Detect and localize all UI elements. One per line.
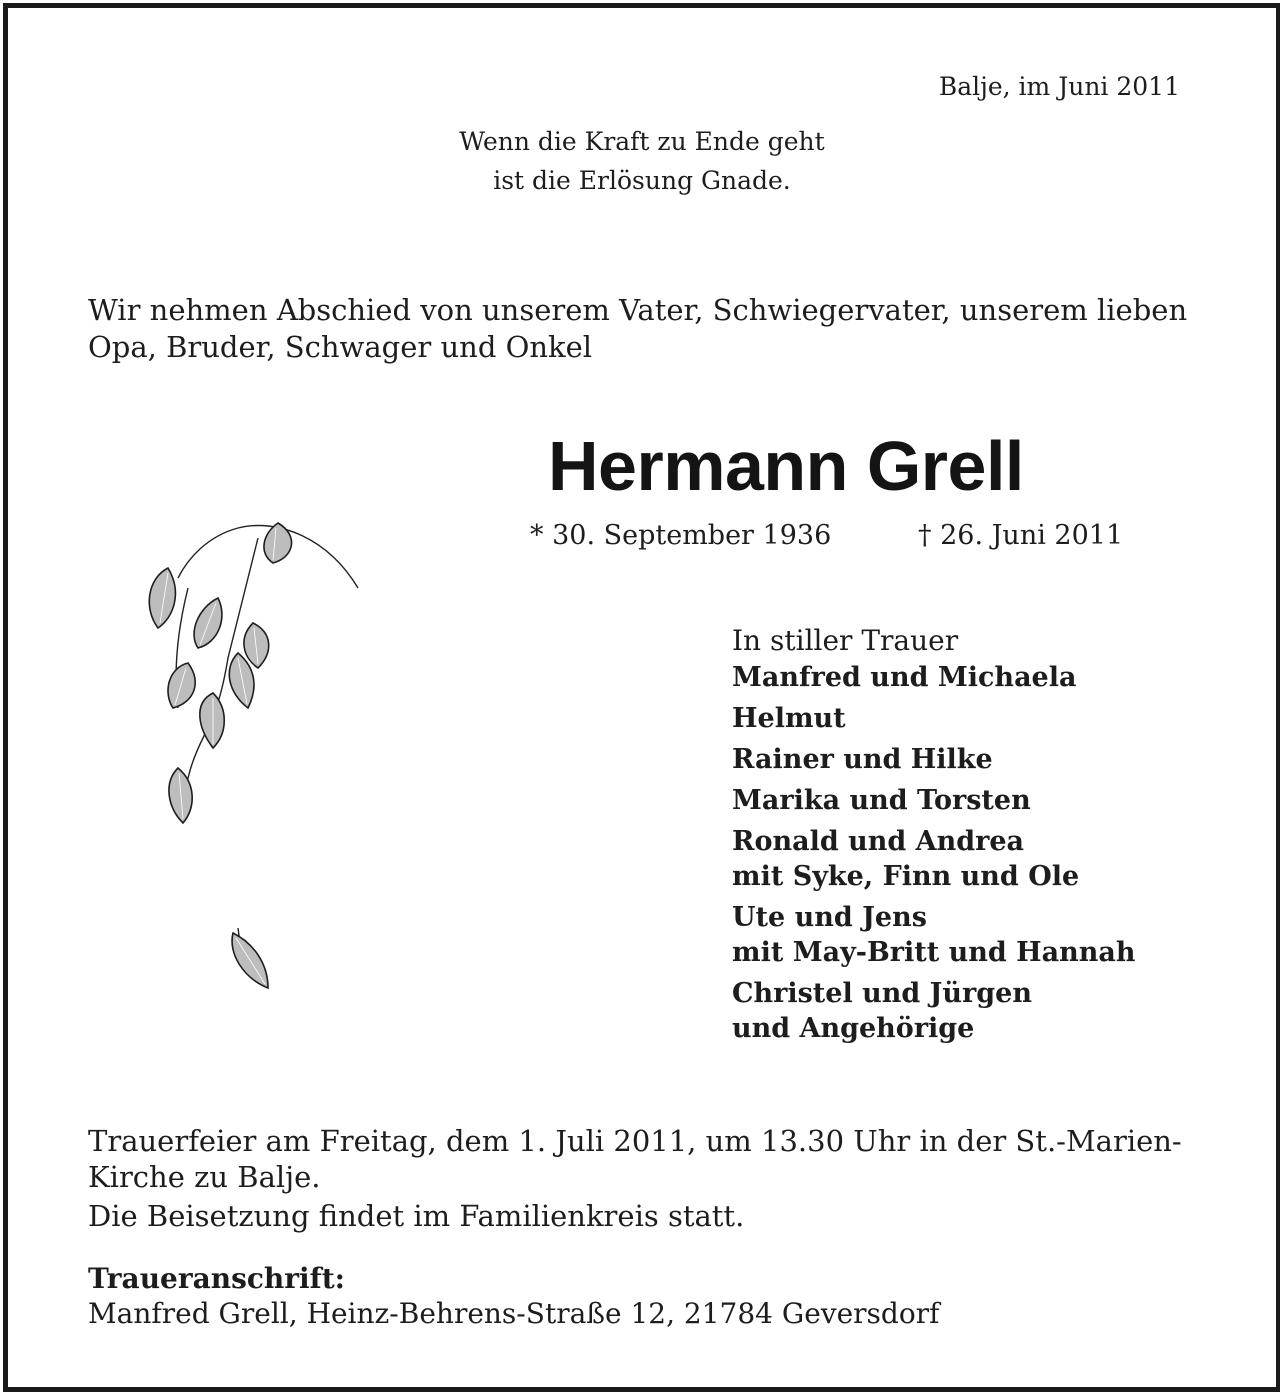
mourner-line: Helmut bbox=[732, 703, 846, 734]
death-date: † 26. Juni 2011 bbox=[918, 520, 1124, 551]
address-value: Manfred Grell, Heinz-Behrens-Straße 12, 21784 Geversdorf bbox=[88, 1297, 940, 1330]
intro-line: Wir nehmen Abschied von unserem Vater, Schwiegervater, unserem lieben bbox=[88, 293, 1188, 327]
mourner-line: Ute und Jens bbox=[732, 902, 927, 933]
mourner-line: Rainer und Hilke bbox=[732, 744, 993, 775]
service-line: Kirche zu Balje. bbox=[88, 1160, 321, 1194]
service-info bbox=[88, 1123, 1182, 1195]
intro-text bbox=[88, 292, 1187, 366]
mourner-group bbox=[732, 824, 1136, 894]
mourner-line: mit Syke, Finn und Ole bbox=[732, 861, 1080, 892]
mourner-group bbox=[732, 900, 1136, 970]
mourner-group bbox=[732, 976, 1136, 1046]
deceased-name: Hermann Grell bbox=[548, 427, 1024, 505]
mourner-line: Manfred und Michaela bbox=[732, 662, 1077, 693]
mourner-line: Christel und Jürgen bbox=[732, 978, 1032, 1009]
mourner-group bbox=[732, 660, 1136, 695]
mourner-group bbox=[732, 742, 1136, 777]
mourner-line: und Angehörige bbox=[732, 1013, 975, 1044]
birth-date: * 30. September 1936 bbox=[530, 520, 832, 551]
mourners-lead: In stiller Trauer bbox=[732, 624, 959, 657]
motto-line: ist die Erlösung Gnade. bbox=[493, 166, 791, 195]
service-line: Trauerfeier am Freitag, dem 1. Juli 2011, um 13.30 Uhr in der St.-Marien- bbox=[88, 1124, 1182, 1158]
motto bbox=[8, 122, 1276, 200]
birch-twig-icon bbox=[128, 508, 388, 1008]
mourner-line: Marika und Torsten bbox=[732, 785, 1031, 816]
mourner-group bbox=[732, 701, 1136, 736]
mourners-list bbox=[732, 622, 1136, 1052]
burial-info: Die Beisetzung findet im Familienkreis statt. bbox=[88, 1199, 745, 1233]
motto-line: Wenn die Kraft zu Ende geht bbox=[459, 127, 825, 156]
mourner-line: mit May-Britt und Hannah bbox=[732, 937, 1136, 968]
mourner-group bbox=[732, 783, 1136, 818]
place-date: Balje, im Juni 2011 bbox=[938, 72, 1180, 101]
intro-line: Opa, Bruder, Schwager und Onkel bbox=[88, 330, 593, 364]
mourner-line: Ronald und Andrea bbox=[732, 826, 1025, 857]
address-label: Traueranschrift: bbox=[88, 1262, 345, 1295]
obituary-frame bbox=[3, 3, 1280, 1392]
